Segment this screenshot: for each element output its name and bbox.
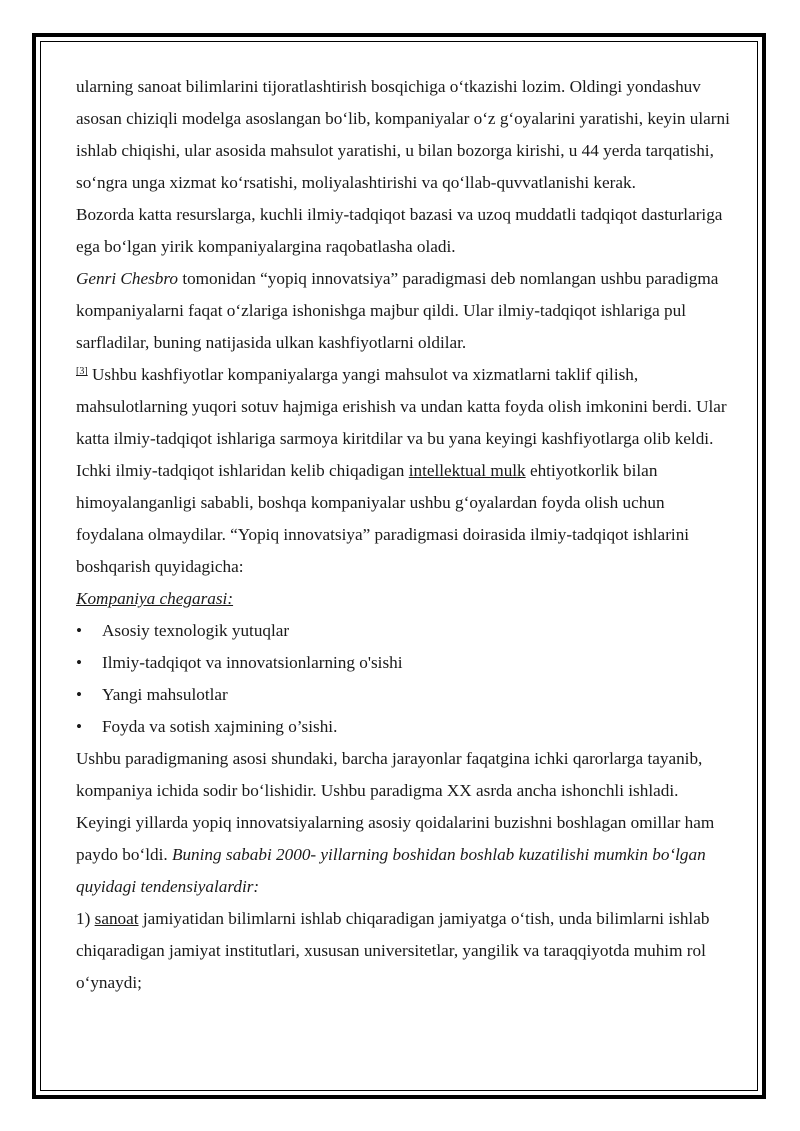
paragraph-5-italic: Buning sababi 2000- yillarning boshidan boshlab kuzatilishi mumkin bo‘lgan quyidagi tendensiyalardir:	[76, 845, 706, 896]
author-name: Genri Chesbro	[76, 269, 179, 288]
paragraph-6-text: jamiyatidan bilimlarni ishlab chiqaradigan jamiyatga o‘tish, unda bilimlarni ishlab chiqaradigan jamiyat institutlari, xususan universitetlar, yangilik va taraqqiyotda muhim rol o‘ynaydi;	[76, 909, 710, 992]
bullet-list	[76, 615, 736, 743]
list-item: • Asosiy texnologik yutuqlar	[76, 615, 736, 647]
intellektual-mulk-link[interactable]: intellektual mulk	[408, 461, 526, 480]
document-body	[76, 71, 736, 999]
paragraph-5	[76, 743, 736, 903]
section-heading: Kompaniya chegarasi:	[76, 589, 234, 608]
list-item: • Foyda va sotish xajmining o’sishi.	[76, 711, 736, 743]
sanoat-link[interactable]: sanoat	[94, 909, 139, 928]
list-item: • Yangi mahsulotlar	[76, 679, 736, 711]
paragraph-4	[76, 359, 736, 583]
paragraph-3-text: tomonidan “yopiq innovatsiya” paradigmasi deb nomlangan ushbu paradigma kompaniyalarni faqat o‘zlariga ishonishga majbur qildi. Ular ilmiy-tadqiqot ishlariga pul sarfladilar, buning natijasida ulkan kashfiyotlarni oldilar.	[76, 269, 719, 352]
list-number: 1)	[76, 909, 95, 928]
paragraph-4-text-b: ehtiyotkorlik bilan himoyalanganligi sababli, boshqa kompaniyalar ushbu g‘oyalardan foyda olish uchun foydalana olmaydilar. “Yopiq innovatsiya” paradigmasi doirasida ilmiy-tadqiqot ishlarini boshqarish quyidagicha:	[76, 461, 690, 576]
paragraph-6	[76, 903, 736, 999]
paragraph-2: Bozorda katta resurslarga, kuchli ilmiy-tadqiqot bazasi va uzoq muddatli tadqiqot dasturlariga ega bo‘lgan yirik kompaniyalargina raqobatlasha oladi.	[76, 205, 723, 256]
paragraph-3	[76, 263, 736, 359]
paragraph-5-text: Ushbu paradigmaning asosi shundaki, barcha jarayonlar faqatgina ichki qarorlarga tayanib, kompaniya ichida sodir bo‘lishidir. Ushbu paradigma XX asrda ancha ishonchli ishladi. Keyingi yillarda yopiq innovatsiyalarning asosiy qoidalarini buzishni boshlagan omillar ham paydo bo‘ldi.	[76, 749, 715, 864]
reference-link[interactable]: [3]	[76, 366, 88, 377]
paragraph-4-text-a: Ushbu kashfiyotlar kompaniyalarga yangi mahsulot va xizmatlarni taklif qilish, mahsulotlarning yuqori sotuv hajmiga erishish va undan katta foyda olish imkonini berdi. Ular katta ilmiy-tadqiqot ishlariga sarmoya kiritdilar va bu yana keyingi kashfiyotlarga olib keldi. Ichki ilmiy-tadqiqot ishlaridan kelib chiqadigan	[76, 365, 727, 480]
list-item: • Ilmiy-tadqiqot va innovatsionlarning o'sishi	[76, 647, 736, 679]
paragraph-1: ularning sanoat bilimlarini tijoratlashtirish bosqichiga o‘tkazishi lozim. Oldingi yondashuv asosan chiziqli modelga asoslangan bo‘lib, kompaniyalar o‘z g‘oyalarini yaratishi, keyin ularni ishlab chiqishi, ular asosida mahsulot yaratishi, u bilan bozorga kirishi, u 44 yerda tarqatishi, so‘ngra unga xizmat ko‘rsatishi, moliyalashtirishi va qo‘llab-quvvatlanishi kerak.	[76, 77, 730, 192]
